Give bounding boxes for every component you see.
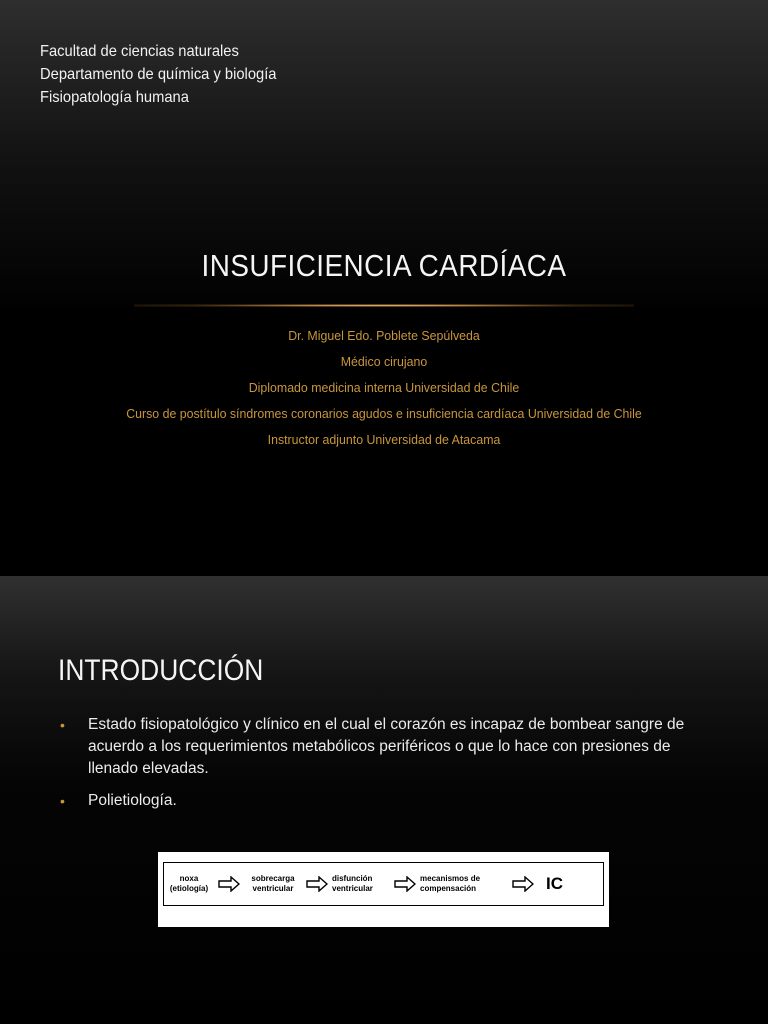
bullet-dot-icon: •	[60, 717, 65, 733]
author-postgrad: Curso de postítulo síndromes coronarios agudos e insuficiencia cardíaca Universidad de Chile	[126, 406, 642, 421]
bullet-dot-icon: •	[60, 793, 65, 809]
bullet-item	[58, 714, 708, 780]
faculty-line: Facultad de ciencias naturales	[40, 43, 239, 60]
flow-step-line: ventricular	[332, 884, 373, 893]
bullet-text: Estado fisiopatológico y clínico en el cual el corazón es incapaz de bombear sangre de acuerdo a los requerimientos metabólicos periféricos o que lo hace con presiones de llenado elevadas.	[88, 716, 685, 777]
institution-block	[40, 40, 276, 109]
outline-right-arrow-icon	[218, 876, 240, 892]
flow-diagram-frame	[163, 862, 604, 906]
outline-right-arrow-icon	[394, 876, 416, 892]
author-name: Dr. Miguel Edo. Poblete Sepúlveda	[288, 328, 480, 343]
flow-step-noxa	[164, 874, 214, 894]
flow-step-line: (etiología)	[169, 884, 209, 893]
flow-step-line: noxa	[179, 874, 199, 883]
slide-title: INSUFICIENCIA CARDÍACA	[201, 248, 567, 283]
course-line: Fisiopatología humana	[40, 89, 189, 106]
flow-step-line: compensación	[420, 884, 477, 893]
flow-result-ic: IC	[546, 874, 563, 893]
flow-step-line: mecanismos de	[420, 874, 481, 883]
author-profession: Médico cirujano	[340, 354, 428, 369]
bullet-text: Polietiología.	[88, 792, 177, 809]
flow-step-disfuncion	[332, 874, 390, 894]
author-position: Instructor adjunto Universidad de Atacama	[267, 432, 501, 447]
author-credits	[124, 328, 645, 458]
slide-title: INTRODUCCIÓN	[58, 654, 264, 687]
flow-step-line: ventricular	[252, 884, 294, 893]
flow-step-line: sobrecarga	[251, 874, 295, 883]
department-line: Departamento de química y biología	[40, 66, 277, 83]
bullet-list	[58, 714, 708, 822]
bullet-item	[58, 790, 708, 812]
flow-step-mecanismos	[420, 874, 508, 894]
outline-right-arrow-icon	[306, 876, 328, 892]
outline-right-arrow-icon	[512, 876, 534, 892]
intro-slide	[0, 576, 768, 1024]
flow-diagram	[158, 852, 609, 927]
flow-step-line: disfunción	[332, 874, 373, 883]
author-diploma: Diplomado medicina interna Universidad de Chile	[248, 380, 520, 395]
flow-step-sobrecarga	[244, 874, 302, 894]
title-underline-glow	[134, 304, 634, 307]
